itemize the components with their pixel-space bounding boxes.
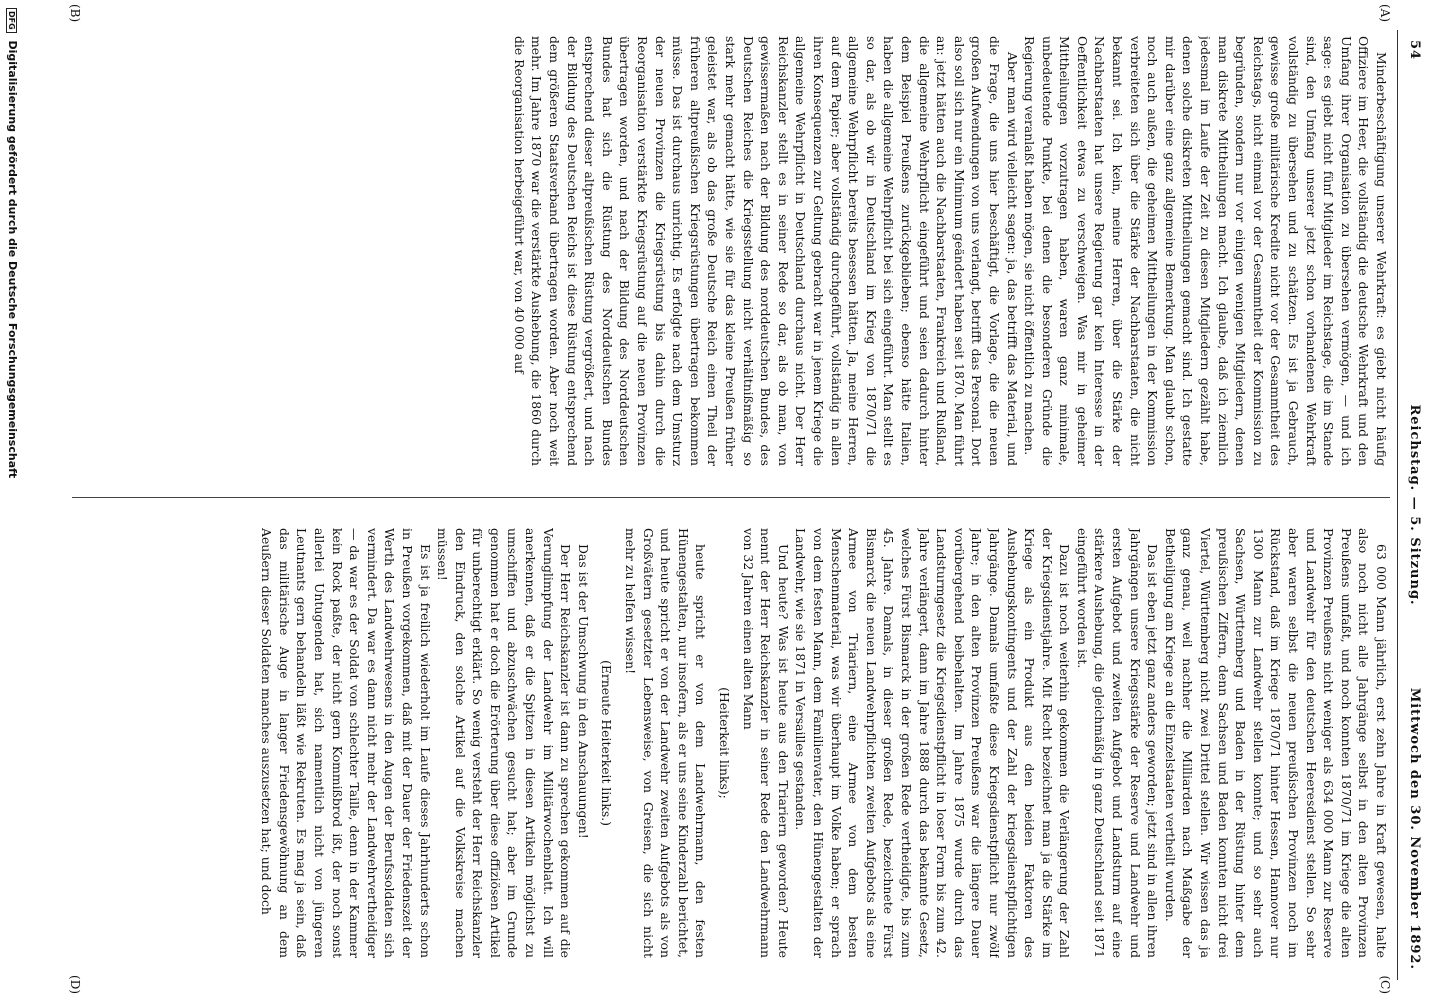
funding-footer	[6, 0, 19, 1008]
right-column	[72, 528, 1390, 958]
running-title: Reichstag. — 5. Sitzung.	[1407, 404, 1422, 606]
interjection: (Erneute Heiterkeit links.)	[599, 660, 615, 826]
margin-marker-d: (D)	[68, 975, 82, 994]
funding-note: Digitalisierung gefördert durch die Deutsche Forschungsgemeinschaft	[6, 40, 19, 479]
paragraph: Der Herr Reichskanzler ist dann zu sprechen gekommen auf die Verunglimpfung der Landwehr im Militärwochenblatt. Ich will anerkennen, daß er die Spitzen in diesen Artikeln möglichst zu umschiffen und abzuschwächen gesucht hat; aber im Grunde genommen hat er doch die Erörterung über diese offiziösen Artikel für unberechtigt erklärt. So wenig versteht der Herr Reichskanzler den Eindruck, den solche Artikel auf die Volkskreise machen müssen!	[435, 528, 574, 958]
paragraph: Das ist der Umschwung in den Anschauungen!	[575, 544, 591, 839]
left-column	[72, 36, 1390, 466]
margin-marker-b: (B)	[68, 4, 82, 23]
paragraph: Dazu ist noch weiterhin gekommen die Verlängerung der Zahl der Kriegsdienstjahre. Mit Recht bezeichnet man ja die Stärke im Kriege als ein Produkt aus den beiden Faktoren des Aushebungskontingents und der Zahl der kriegsdienstpflichtigen Jahrgänge. Damals umfaßte diese Kriegsdienstpflicht nur zwölf Jahre; in den alten Provinzen Preußens war die längere Dauer vorübergehend beibehalten. Im Jahre 1875 wurde durch das Landsturmgesetz die Kriegsdienstpflicht in loser Form bis zum 42. Jahre verlängert, dann im Jahre 1888 durch das bekannte Gesetz, welches Fürst Bismarck in der großen Rede vertheidigte, bis zum 45. Jahre. Damals, in dieser großen Rede, bezeichnete Fürst Bismarck die neuen Landwehrpflichten zweiten Aufgebots als eine Armee von Triariern, eine Armee von dem besten Menschenmaterial, was wir überhaupt im Volke haben; er sprach von dem festen Mann, dem Familienvater, den Hünengestalten der Landwehr, wie sie 1871 in Versailles gestanden.	[793, 528, 1073, 958]
dfg-logo: DFG	[6, 8, 17, 33]
margin-marker-a: (A)	[1378, 4, 1392, 23]
paragraph: Das ist eben jetzt ganz anders geworden; jetzt sind in allen ihren Jahrgängen unsere Kriegsstärke der Reserve und Landwehr und ersten Aufgebot und zweiten Aufgebot und Landsturm auf eine stärkere Aushebung, die gleichmäßig in ganz Deutschland seit 1871 eingeführt worden ist.	[1074, 528, 1161, 958]
paragraph: Und heute? Was ist heute aus den Triariern geworden? Heute nennt der Herr Reichskanzler in seiner Rede den Landwehrmann von 32 Jahren einen alten Mann	[740, 528, 791, 958]
paragraph: Es ist ja freilich wiederholt im Laufe dieses Jahrhunderts schon in Preußen vorgekommen, daß mit der Dauer der Friedenszeit der Werth des Landwehrwesens in den Augen der Berufssoldaten sich vermindert. Da war es dann nicht mehr der Landwehrvertheidiger — da war es der Soldat von schlechter Taille, denn in der Kammer kein Rock paßte, der nicht gern Kommißbrod ißt, der noch sonst allerlei Untugenden hat, sich namentlich nicht von jüngeren Leutnants gern behandeln läßt wie Rekruten. Es mag ja sein, daß das militärische Auge in langer Friedensgewöhnung an dem Aeußern dieser Soldaten manches auszusetzen hat; und doch	[259, 528, 433, 958]
page-header	[1400, 40, 1426, 970]
interjection: (Heiterkeit links);	[717, 687, 733, 799]
column-divider	[72, 497, 1390, 498]
header-rule	[1397, 30, 1398, 980]
paragraph: heute spricht er von dem Landwehrmann, den festen Hünengestalten, nur insofern, als er uns seine Kinderzahl berichtet, und heute spricht er von der Landwehr zweiten Aufgebots als von Großvätern gesetzter Lebensweise, von Greisen, die sich nicht mehr zu helfen wissen!	[623, 528, 709, 958]
running-date: Mittwoch den 30. November 1892.	[1407, 687, 1422, 970]
page-number: 54	[1407, 40, 1422, 61]
paragraph: Minderbeschäftigung unserer Wehrkraft: es giebt nicht häufig Offiziere im Heer, die vollständig die deutsche Wehrkraft und den Umfang ihrer Organisation zu übersehen vermögen, — und ich sage: es giebt nicht fünf Mitglieder im Reichstage, die im Stande sind, den Umfang unserer jetzt schon vorhandenen Wehrkraft vollständig zu übersehen und zu schätzen. Es ist ja Gebrauch, gewisse große militärische Kredite nicht vor der Gesammtheit des Reichstags, nicht einmal vor der Gesammtheit der Kommission zu begründen, sondern nur vor einigen wenigen Mitgliedern, denen man diskrete Mittheilungen macht. Ich glaube, daß ich ziemlich jedesmal im Laufe der Zeit zu diesen Mitgliedern gezählt habe, denen solche diskreten Mittheilungen gemacht sind. Ich gestatte mir darüber eine ganz allgemeine Bemerkung. Man glaubt schon, noch auch außen, die geheimen Mittheilungen in der Kommission verbreiteten sich über die Stärke der Nachbarstaaten, die nicht bekannt sei. Ich kein, meine Herren, über die Stärke der Nachbarstaaten hat unsere Regierung gar kein Interesse in der Oeffentlichkeit etwas zu verschweigen. Was mir in geheimer Mittheilungen vorzutragen haben, waren ganz minimale, unbedeutende Punkte, bei denen die besonderen Gründe die Regierung veranlaßt haben mögen, sie nicht öffentlich zu machen.	[1022, 36, 1389, 466]
paragraph: 63 000 Mann jährlich, erst zehn Jahre in Kraft gewesen, halte also noch nicht alle Jahrgänge selbst in den alten Provinzen Preußens umfaßt, und noch konnten 1870/71 im Kriege die alten Provinzen Preußens nicht weniger als 634 000 Mann zur Reserve und Landwehr für den deutschen Heeresdienst stellen. So sehr aber waren selbst die neuen preußischen Provinzen noch im Rückstand, daß im Kriege 1870/71 hinter Hessen, Hannover nur 1300 Mann zur Landwehr stellen konnte; und so sehr auch Sachsen, Württemberg und Baden in der Rüstung hinter dem preußischen Ziffern, denn Sachsen und Baden konnten nicht drei Viertel, Württemberg nicht zwei Drittel stellen. Wir wissen das ja ganz genau, weil nachher die Milliarden nach Maßgabe der Betheiligung am Kriege an die Einzelstaaten vertheilt wurden.	[1162, 528, 1389, 958]
margin-marker-c: (C)	[1378, 975, 1392, 994]
paragraph: Aber man wird vielleicht sagen: ja, das betrifft das Material, und die Frage, die uns hier beschäftigt, die Vorlage, die die neuen großen Aufwendungen von uns verlangt, betrifft das Personal. Dort also soll sich nur ein Minimum geändert haben seit 1870. Man führt an: jetzt hätten auch die Nachbarstaaten, Frankreich und Rußland, die allgemeine Wehrpflicht eingeführt und seien dadurch hinter dem Beispiel Preußens zurückgeblieben; ebenso hätte Italien, haben die allgemeine Wehrpflicht bei sich eingeführt. Man stellt es so dar, als ob wir in Deutschland im Krieg von 1870/71 die allgemeine Wehrpflicht bereits besessen hätten. Ja, meine Herren, auf dem Papier; aber vollständig durchgeführt, vollständig in allen ihren Konsequenzen zur Geltung gebracht war in jenem Kriege die allgemeine Wehrpflicht in Deutschland durchaus nicht. Der Herr Reichskanzler stellt es in seiner Rede so dar, als ob man, von gewissermaßen nach der Bildung des norddeutschen Bundes, des Deutschen Reiches die Kriegsstellung nicht verhältnißmäßig so stark mehr gemacht hätte, wie sie für das kleine Preußen früher geleistet war, als ob das große Deutsche Reich einen Theil der früheren altpreußischen Kriegsrüstungen übertragen bekommen müsse. Das ist durchaus unrichtig. Es erfolgte nach dem Umsturz der neuen Provinzen die Kriegsrüstung bis dahin durch die Reorganisation verstärkte Kriegsrüstung auf die neuen Provinzen übertragen worden, und nach der Bildung des Norddeutschen Bundes hat sich die Rüstung des Norddeutschen Bundes entsprechend dieser altpreußischen Rüstung vergrößert, und nach der Bildung des Deutschen Reichs ist diese Rüstung entsprechend dem größeren Staatsverband übertragen worden. Aber noch weit mehr. Im Jahre 1870 war die verstärkte Aushebung, die 1860 durch die Reorganisation herbeigeführt war, von 40 000 auf	[511, 36, 1020, 466]
